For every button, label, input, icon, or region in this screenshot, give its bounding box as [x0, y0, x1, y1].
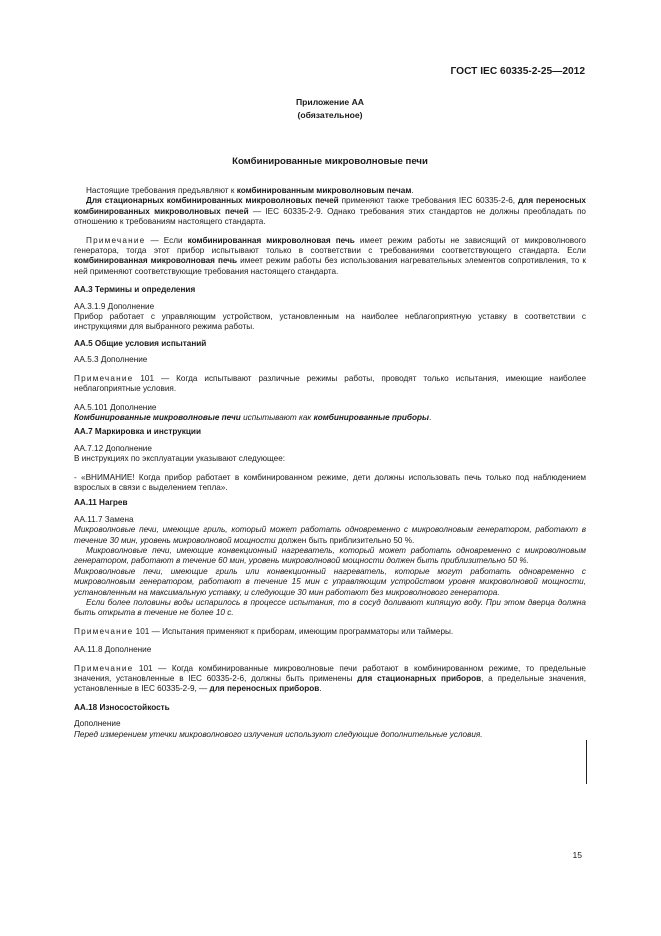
section-aa11-p2: Микроволновые печи, имеющие конвекционный нагреватель, который может работать одновременно с микроволновым генератором, работают в течение 60 мин, уровень микроволновой мощности должен быть приблизительно 50 %.	[74, 545, 586, 566]
section-aa5-sub: АА.5.3 Дополнение	[74, 355, 148, 365]
section-aa18-sub: Дополнение	[74, 719, 121, 729]
section-aa11-sub2: АА.11.8 Дополнение	[74, 645, 152, 655]
intro-paragraph-2: Для стационарных комбинированных микроволновых печей применяют также требования IEC 60335-2-6, для переносных комбинированных микроволновых печей — IEC 60335-2-9. Однако требования этих стандартов не должны преобладать по отношению к требованиям настоящего стандарта.	[74, 196, 586, 227]
section-aa7-warning: - «ВНИМАНИЕ! Когда прибор работает в комбинированном режиме, дети должны использовать печь только под наблюдением взрослых в связи с выделением тепла».	[74, 472, 586, 492]
standard-header: ГОСТ IEC 60335-2-25—2012	[450, 66, 585, 77]
note-1: Примечание — Если комбинированная микроволновая печь имеет режим работы не зависящий от микроволнового генератора, тогда этот прибор испытывают только в соответствии с требованиями соответствующего стандарта. Если комбинированная микроволновая печь имеет режим работы без использования нагревательных элементов сопротивления, то к ней применяют соответствующие требования настоящего стандарта.	[74, 235, 586, 276]
document-title: Комбинированные микроволновые печи	[232, 156, 428, 167]
document-body	[74, 186, 586, 740]
section-aa3-sub: АА.3.1.9 Дополнение	[74, 301, 155, 311]
intro-paragraph-1: Настоящие требования предъявляют к комбинированным микроволновым печам.	[86, 186, 414, 195]
section-aa11-note: Примечание 101 — Испытания применяют к приборам, имеющим программаторы или таймеры.	[74, 626, 454, 636]
annex-heading	[200, 96, 460, 122]
revision-bar	[586, 740, 587, 784]
section-aa5-note: Примечание 101 — Когда испытывают различные режимы работы, проводят только испытания, имеющие наиболее неблагоприятные условия.	[74, 373, 586, 394]
annex-status: (обязательное)	[297, 110, 363, 120]
section-aa11-heading: АА.11 Нагрев	[74, 498, 128, 508]
section-aa18-text: Перед измерением утечки микроволнового излучения используют следующие дополнительные условия.	[74, 729, 483, 739]
page-number: 15	[572, 850, 582, 860]
section-aa7-text: В инструкциях по эксплуатации указывают следующее:	[74, 454, 286, 464]
section-aa5-heading: АА.5 Общие условия испытаний	[74, 338, 207, 348]
section-aa3-heading: АА.3 Термины и определения	[74, 285, 196, 295]
section-aa11-p1: Микроволновые печи, имеющие гриль, который может работать одновременно с микроволновым генератором, работают в течение 30 мин, уровень микроволновой мощности должен быть приблизительно 50 %.	[74, 525, 586, 545]
annex-title: Приложение АА	[295, 97, 364, 107]
section-aa11-sub: АА.11.7 Замена	[74, 514, 134, 524]
section-aa5-text: Комбинированные микроволновые печи испытывают как комбинированные приборы.	[74, 412, 432, 422]
section-aa5-sub2: АА.5.101 Дополнение	[74, 402, 157, 412]
section-aa11-p3: Микроволновые печи, имеющие гриль или конвекционный нагреватель, которые могут работать одновременно с микроволновым генератором, работают в течение 15 мин с управляющим устройством уровня микроволновой мощности, установленным на максимальную уставку, и следующие 30 мин работают без микроволнового генератора.	[74, 566, 586, 597]
section-aa11-note2: Примечание 101 — Когда комбинированные микроволновые печи работают в комбинированном режиме, то предельные значения, установленные в IEC 60335-2-6, должны быть применены для стационарных приборов, а предельные значения, установленные в IEC 60335-2-9, — для переносных приборов.	[74, 663, 586, 694]
section-aa7-heading: АА.7 Маркировка и инструкции	[74, 427, 201, 437]
section-aa7-sub: АА.7.12 Дополнение	[74, 443, 152, 453]
section-aa18-heading: АА.18 Износостойкость	[74, 702, 170, 712]
section-aa3-text: Прибор работает с управляющим устройством, установленным на наиболее неблагоприятную уставку в соответствии с инструкциями для выбранного режима работы.	[74, 312, 586, 332]
section-aa11-p4: Если более половины воды испарилось в процессе испытания, то в сосуд доливают кипящую воду. При этом дверца должна быть открыта в течение не более 10 с.	[74, 598, 586, 618]
